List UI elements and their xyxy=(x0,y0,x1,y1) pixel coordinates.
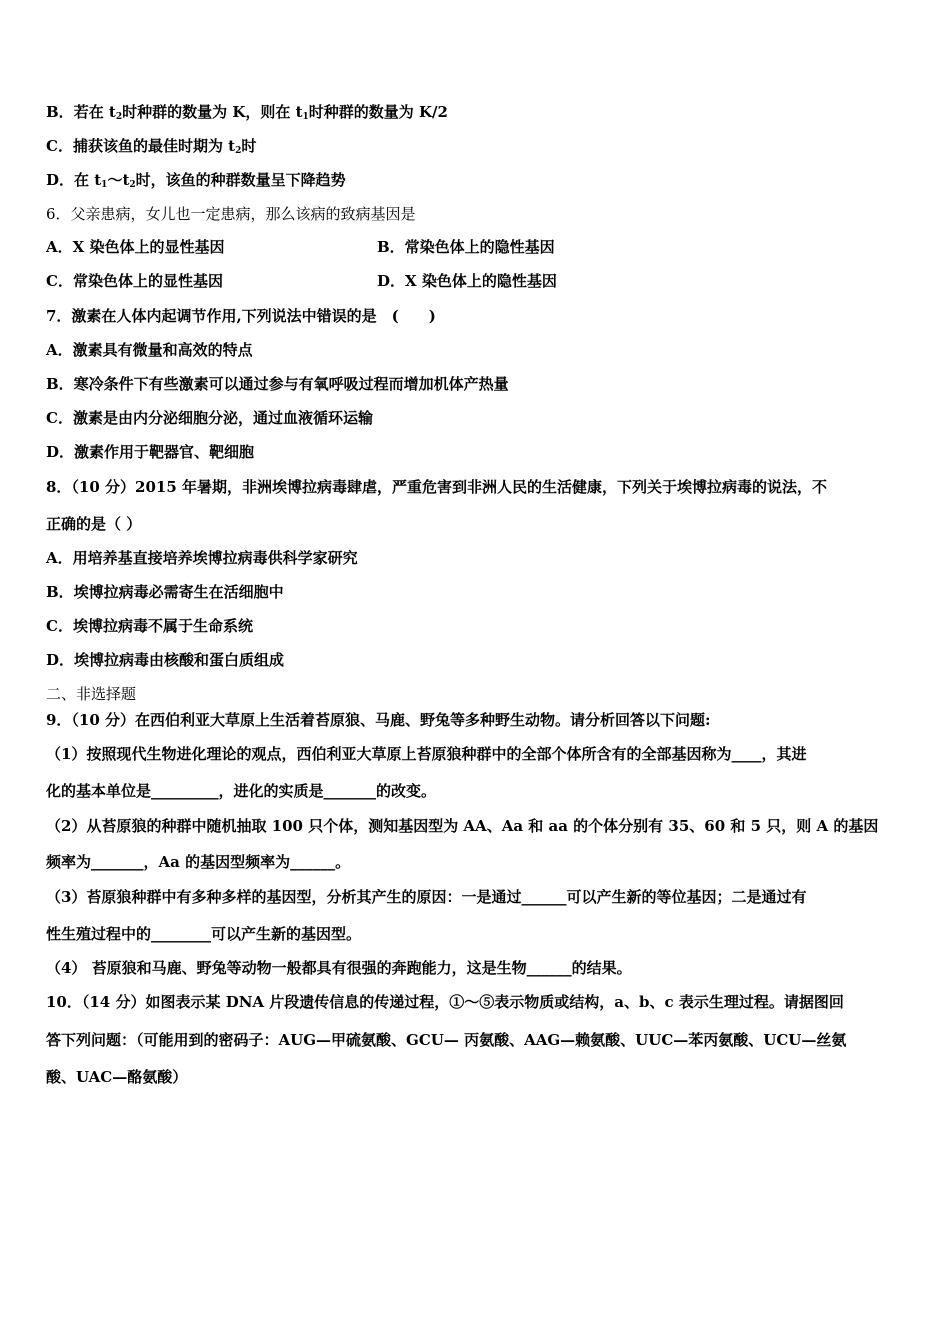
q5-option-d xyxy=(46,170,346,190)
option-text: 在 t xyxy=(74,171,102,189)
q10-line1: 10．（14 分）如图表示某 DNA 片段遗传信息的传递过程，①～⑤表示物质或结构，a、b、c 表示生理过程。请据图回 xyxy=(46,993,844,1011)
option-text: ～t xyxy=(107,171,130,189)
option-text: 时种群的数量为 K/2 xyxy=(308,103,448,121)
option-label: D． xyxy=(46,171,75,189)
option-text: 时，该鱼的种群数量呈下降趋势 xyxy=(135,171,346,189)
q10-line2: 答下列问题：（可能用到的密码子：AUG—甲硫氨酸、GCU— 丙氨酸、AAG—赖氨酸、UUC—苯丙氨酸、UCU—丝氨 xyxy=(46,1031,847,1049)
q9-part2-line1: （2）从苔原狼的种群中随机抽取 100 只个体，测知基因型为 AA、Aa 和 aa 的个体分别有 35、60 和 5 只，则 A 的基因 xyxy=(46,817,879,835)
q7-stem: 7．激素在人体内起调节作用,下列说法中错误的是 ( ) xyxy=(46,307,436,325)
subscript: 2 xyxy=(235,146,242,156)
subscript: 2 xyxy=(115,112,123,122)
q6-option-b: B．常染色体上的隐性基因 xyxy=(377,238,555,256)
q9-part1-line1: （1）按照现代生物进化理论的观点，西伯利亚大草原上苔原狼种群中的全部个体所含有的全部基因称为____，其进 xyxy=(46,745,807,763)
option-label: B． xyxy=(46,103,74,121)
option-text: 若在 t xyxy=(73,103,116,121)
subscript: 1 xyxy=(302,112,309,122)
option-text: 捕获该鱼的最佳时期为 t xyxy=(72,137,236,155)
q8-option-c: C．埃博拉病毒不属于生命系统 xyxy=(46,617,253,635)
q7-option-b: B．寒冷条件下有些激素可以通过参与有氧呼吸过程而增加机体产热量 xyxy=(46,375,509,393)
q6-option-c: C．常染色体上的显性基因 xyxy=(46,272,223,290)
q8-option-b: B．埃博拉病毒必需寄生在活细胞中 xyxy=(46,583,284,601)
q9-part3-line1: （3）苔原狼种群中有多种多样的基因型，分析其产生的原因：一是通过______可以产生新的等位基因；二是通过有 xyxy=(46,888,807,906)
option-text: 时种群的数量为 K，则在 t xyxy=(122,103,303,121)
q6-option-d: D．X 染色体上的隐性基因 xyxy=(377,272,557,290)
q5-option-b xyxy=(46,102,448,122)
q10-line3: 酸、UAC—酪氨酸） xyxy=(46,1068,188,1086)
q5-option-c xyxy=(46,136,256,156)
q8-stem-line1: 8．（10 分）2015 年暑期，非洲埃博拉病毒肆虐，严重危害到非洲人民的生活健康，下列关于埃博拉病毒的说法，不 xyxy=(46,478,828,496)
q7-option-c: C．激素是由内分泌细胞分泌，通过血液循环运输 xyxy=(46,409,373,427)
section-heading: 二、非选择题 xyxy=(46,685,137,703)
option-text: 时 xyxy=(241,137,257,155)
q9-part1-line2: 化的基本单位是_________，进化的实质是_______的改变。 xyxy=(46,782,437,800)
q8-option-d: D．埃博拉病毒由核酸和蛋白质组成 xyxy=(46,651,285,669)
q6-stem: 6．父亲患病，女儿也一定患病，那么该病的致病基因是 xyxy=(46,205,416,223)
subscript: 2 xyxy=(129,180,136,190)
q9-stem: 9．（10 分）在西伯利亚大草原上生活着苔原狼、马鹿、野兔等多种野生动物。请分析回答以下问题: xyxy=(46,711,711,729)
q9-part3-line2: 性生殖过程中的________可以产生新的基因型。 xyxy=(46,925,362,943)
q8-stem-line2: 正确的是（ ） xyxy=(46,515,142,533)
q7-option-a: A．激素具有微量和高效的特点 xyxy=(46,341,253,359)
q9-part2-line2: 频率为_______，Aa 的基因型频率为______。 xyxy=(46,853,351,871)
q6-option-a: A．X 染色体上的显性基因 xyxy=(46,238,225,256)
q7-option-d: D．激素作用于靶器官、靶细胞 xyxy=(46,443,255,461)
q9-part4: （4） 苔原狼和马鹿、野兔等动物一般都具有很强的奔跑能力，这是生物______的结果。 xyxy=(46,959,632,977)
q8-option-a: A．用培养基直接培养埃博拉病毒供科学家研究 xyxy=(46,549,358,567)
subscript: 1 xyxy=(101,180,108,190)
option-label: C． xyxy=(46,137,73,155)
